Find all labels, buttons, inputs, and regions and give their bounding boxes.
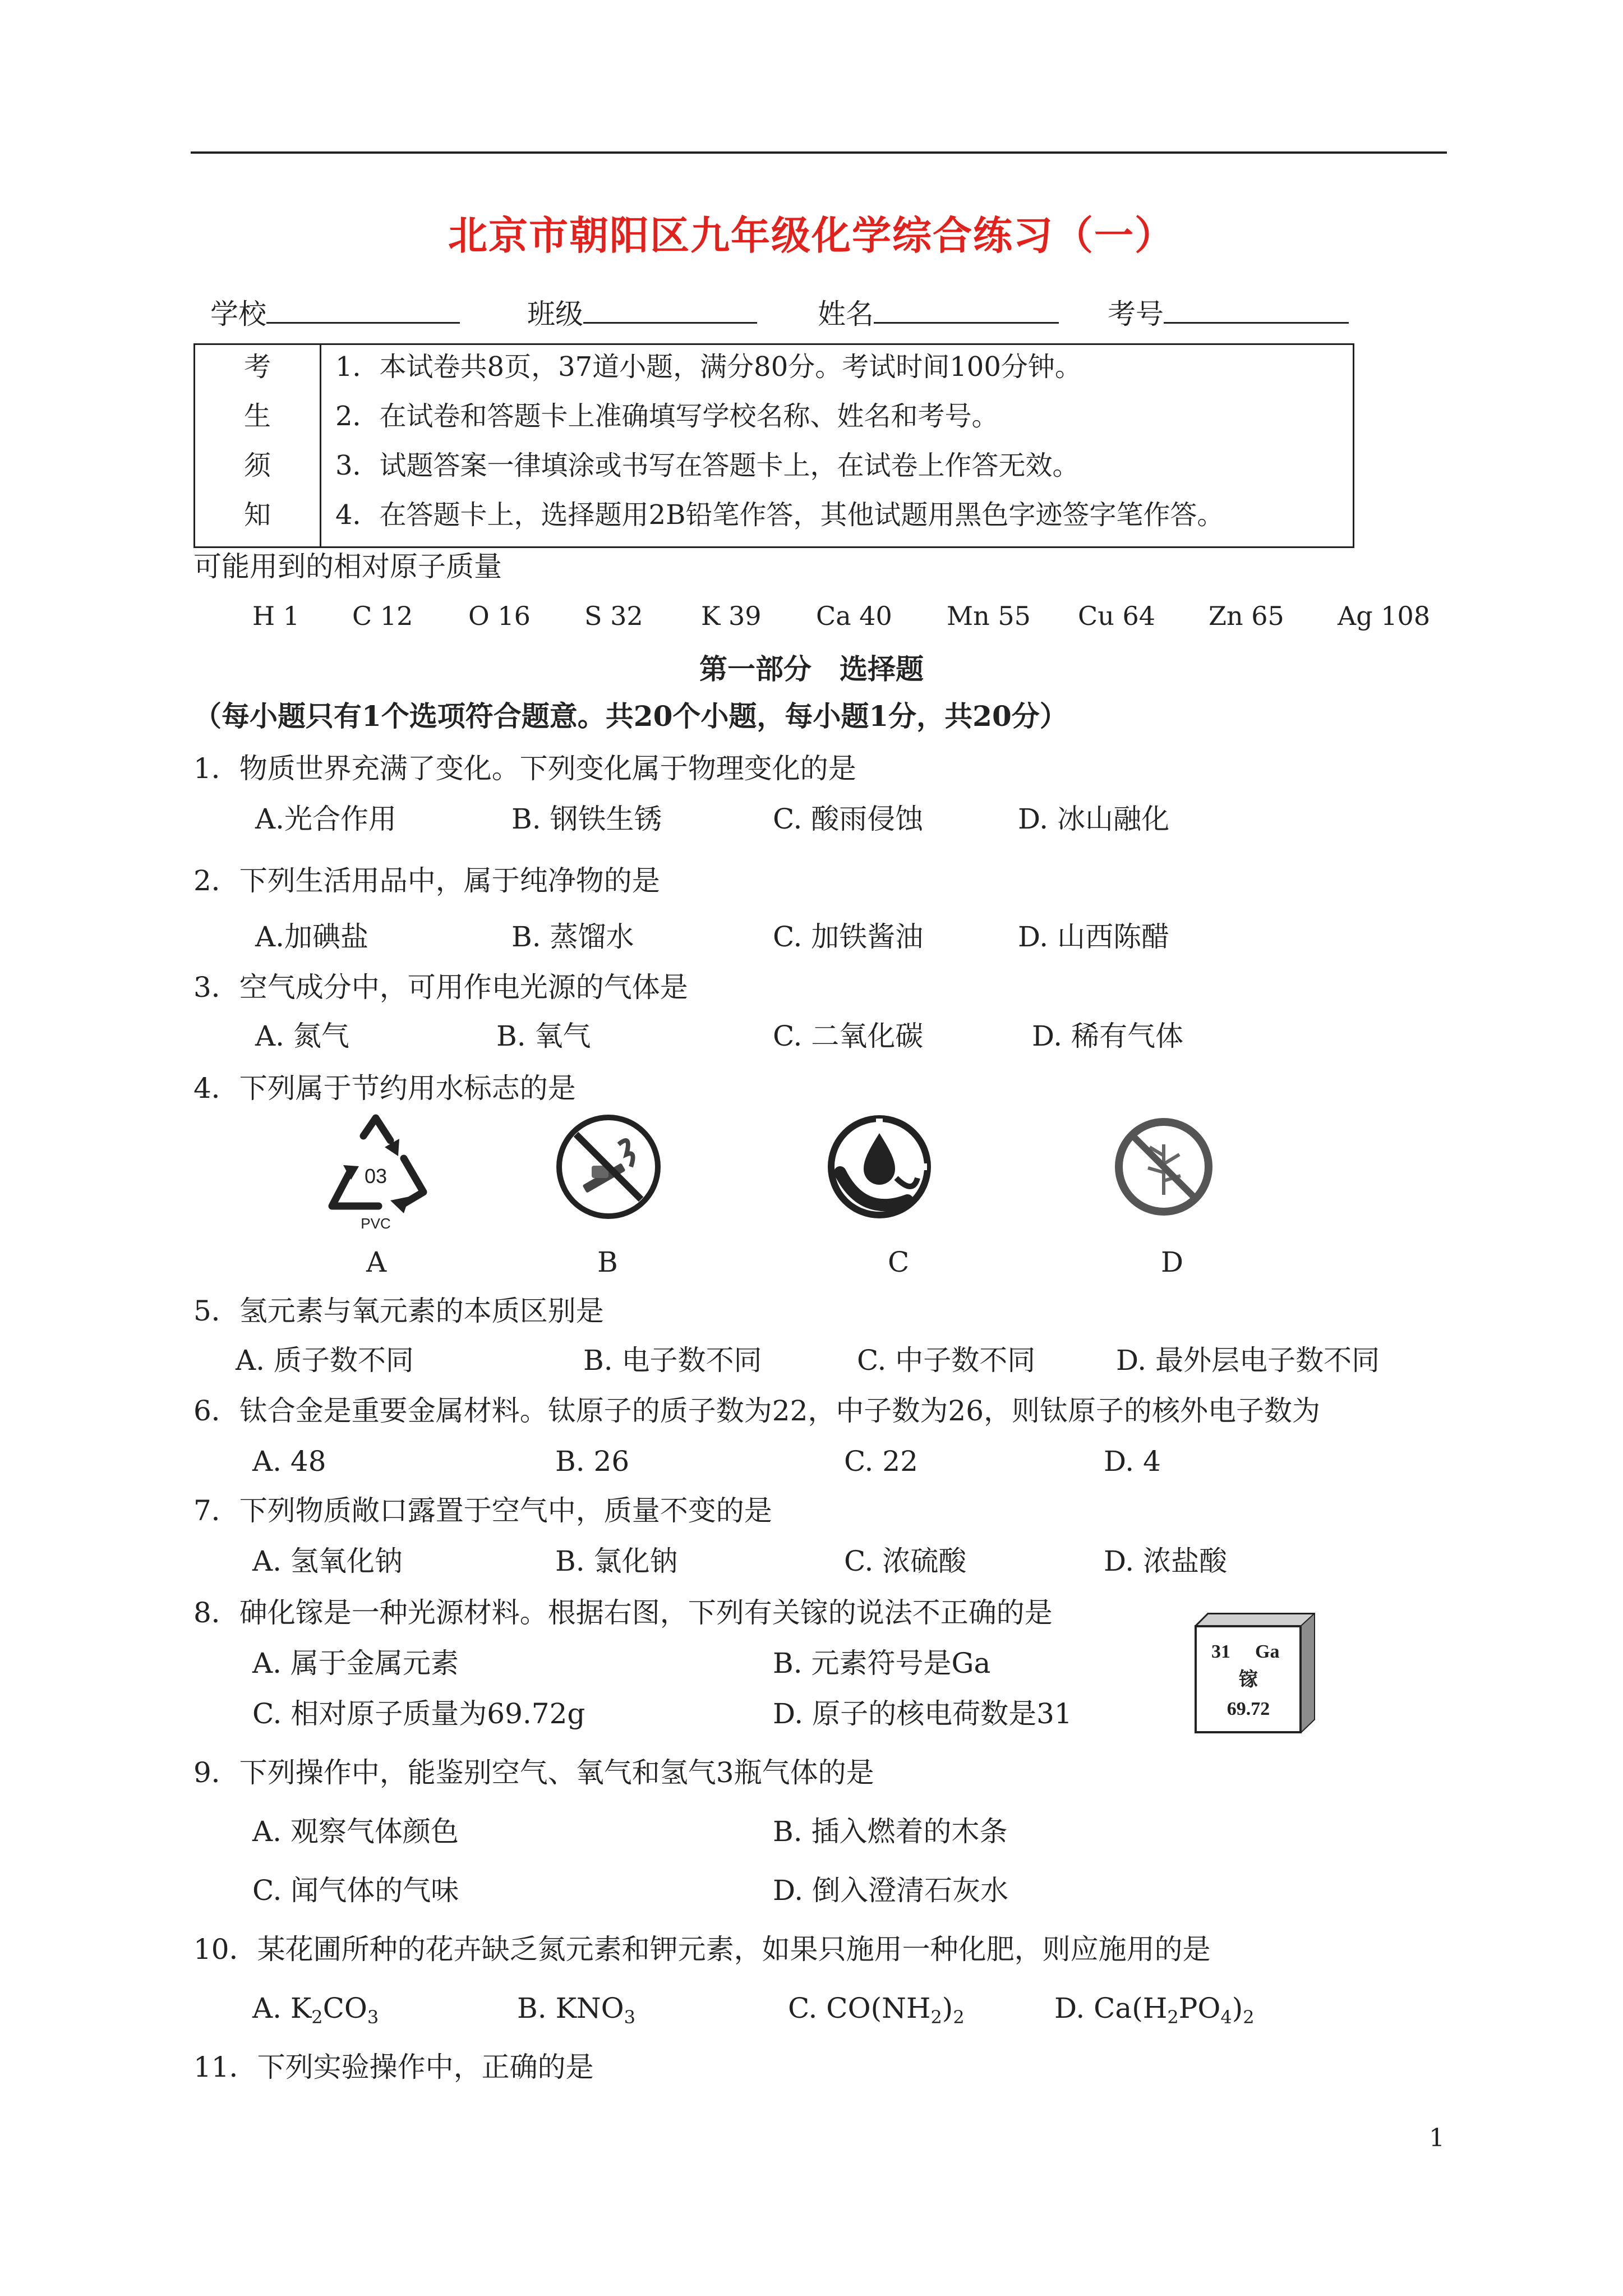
school-field[interactable]	[210, 297, 460, 328]
atomic-mass-title: 可能用到的相对原子质量	[193, 550, 502, 583]
notice-item: 2．在试卷和答题卡上准确填写学校名称、姓名和考号。	[335, 401, 999, 432]
option-c[interactable]: C. 二氧化碳	[773, 1020, 924, 1052]
atomic-mass-item: O 16	[468, 601, 531, 631]
option-b[interactable]: B. 插入燃着的木条	[773, 1815, 1008, 1848]
option-a[interactable]: A. 属于金属元素	[252, 1647, 459, 1680]
option-d[interactable]: D. $Ca(H_2PO_4)_2$	[1054, 1992, 1255, 2028]
option-b[interactable]: B. 氧气	[496, 1020, 591, 1052]
atomic-mass-item: Zn 65	[1209, 601, 1284, 631]
option-d[interactable]: D. 原子的核电荷数是31	[773, 1697, 1072, 1730]
icon-label-c[interactable]: C	[888, 1246, 910, 1278]
question-stem: 5．氢元素与氧元素的本质区别是	[193, 1295, 604, 1327]
ga-symbol: Ga	[1255, 1641, 1280, 1662]
ga-number: 31	[1211, 1641, 1230, 1662]
question-stem: 11．下列实验操作中，正确的是	[193, 2051, 594, 2083]
name-field[interactable]	[818, 297, 1059, 328]
option-d[interactable]: D. 最外层电子数不同	[1116, 1344, 1380, 1377]
water-saving-icon[interactable]	[823, 1111, 935, 1223]
notice-head-char: 生	[243, 401, 271, 432]
question-stem: 7．下列物质敞口露置于空气中，质量不变的是	[193, 1494, 772, 1527]
icon-label-a[interactable]: A	[366, 1246, 387, 1278]
notice-head-char: 知	[243, 499, 271, 531]
notice-head-char: 须	[243, 450, 271, 481]
page-number: 1	[1429, 2124, 1445, 2152]
notice-head-char: 考	[243, 351, 271, 383]
option-c[interactable]: C. 22	[844, 1445, 918, 1478]
notice-divider	[320, 345, 321, 546]
option-c[interactable]: C. 酸雨侵蚀	[773, 803, 924, 835]
question-stem: 10．某花圃所种的花卉缺乏氮元素和钾元素，如果只施用一种化肥，则应施用的是	[193, 1933, 1211, 1966]
question-stem: 8．砷化镓是一种光源材料。根据右图，下列有关镓的说法不正确的是	[193, 1596, 1053, 1629]
recycle-pvc-icon[interactable]	[320, 1114, 432, 1234]
exam-number-label: 考号	[1108, 298, 1164, 330]
atomic-mass-item: K 39	[701, 601, 762, 631]
notice-item: 1．本试卷共8页，37道小题，满分80分。考试时间100分钟。	[335, 351, 1082, 383]
icon-label-d[interactable]: D	[1161, 1246, 1184, 1278]
no-picking-flowers-icon[interactable]	[1113, 1116, 1214, 1217]
option-d[interactable]: D. 山西陈醋	[1018, 921, 1170, 953]
atomic-mass-item: C 12	[352, 601, 413, 631]
option-a[interactable]: A. $K_2CO_3$	[252, 1992, 379, 2028]
option-c[interactable]: C. $CO(NH_2)_2$	[788, 1992, 965, 2028]
ga-name: 镓	[1239, 1668, 1258, 1691]
option-c[interactable]: C. 闻气体的气味	[252, 1874, 459, 1907]
school-label: 学校	[210, 298, 266, 330]
exam-number-field[interactable]	[1108, 297, 1349, 328]
school-blank[interactable]	[266, 297, 460, 324]
option-b[interactable]: B. 氯化钠	[555, 1545, 678, 1577]
option-c[interactable]: C. 加铁酱油	[773, 921, 924, 953]
question-stem: 3．空气成分中，可用作电光源的气体是	[193, 971, 688, 1004]
atomic-mass-item: Ca 40	[816, 601, 892, 631]
exam-number-blank[interactable]	[1164, 297, 1349, 324]
atomic-mass-item: S 32	[584, 601, 643, 631]
class-field[interactable]	[527, 297, 757, 328]
option-a[interactable]: A.光合作用	[255, 803, 397, 835]
option-b[interactable]: B. 钢铁生锈	[511, 803, 662, 835]
class-label: 班级	[527, 298, 583, 330]
recycle-code: 03	[364, 1165, 388, 1188]
option-a[interactable]: A. 观察气体颜色	[252, 1815, 459, 1848]
option-a[interactable]: A. 氢氧化钠	[252, 1545, 403, 1577]
option-d[interactable]: D. 冰山融化	[1018, 803, 1170, 835]
part-note: （每小题只有1个选项符合题意。共20个小题，每小题1分，共20分）	[193, 700, 1068, 733]
option-d[interactable]: D. 4	[1104, 1445, 1161, 1478]
option-b[interactable]: B. 电子数不同	[583, 1344, 762, 1377]
option-d[interactable]: D. 倒入澄清石灰水	[773, 1874, 1009, 1907]
gallium-element-card	[1195, 1613, 1315, 1733]
option-c[interactable]: C. 浓硫酸	[844, 1545, 967, 1577]
recycle-name: PVC	[361, 1215, 391, 1232]
question-stem: 2．下列生活用品中，属于纯净物的是	[193, 864, 660, 897]
option-c[interactable]: C. 相对原子质量为69.72g	[252, 1697, 585, 1730]
option-d[interactable]: D. 浓盐酸	[1104, 1545, 1228, 1577]
atomic-mass-item: Ag 108	[1338, 601, 1431, 631]
option-b[interactable]: B. $KNO_3$	[517, 1992, 636, 2028]
atomic-mass-item: Cu 64	[1078, 601, 1155, 631]
question-stem: 6．钛合金是重要金属材料。钛原子的质子数为22，中子数为26，则钛原子的核外电子数为	[193, 1395, 1321, 1427]
atomic-mass-item: Mn 55	[947, 601, 1031, 631]
option-b[interactable]: B. 元素符号是Ga	[773, 1647, 991, 1680]
notice-item: 4．在答题卡上，选择题用2B铅笔作答，其他试题用黑色字迹签字笔作答。	[335, 499, 1224, 531]
question-stem: 4．下列属于节约用水标志的是	[193, 1072, 576, 1105]
exam-notice-table	[193, 343, 1354, 548]
header-rule	[191, 151, 1447, 154]
icon-label-b[interactable]: B	[597, 1246, 618, 1278]
ga-mass: 69.72	[1227, 1699, 1270, 1719]
option-a[interactable]: A. 质子数不同	[236, 1344, 414, 1377]
option-b[interactable]: B. 26	[555, 1445, 630, 1478]
page-title: 北京市朝阳区九年级化学综合练习（一）	[448, 212, 1175, 259]
option-c[interactable]: C. 中子数不同	[857, 1344, 1036, 1377]
notice-item: 3．试题答案一律填涂或书写在答题卡上，在试卷上作答无效。	[335, 450, 1080, 481]
option-b[interactable]: B. 蒸馏水	[511, 921, 634, 953]
name-label: 姓名	[818, 298, 874, 330]
option-d[interactable]: D. 稀有气体	[1032, 1020, 1184, 1052]
no-smoking-icon[interactable]	[552, 1111, 665, 1223]
name-blank[interactable]	[874, 297, 1059, 324]
part-title: 第一部分 选择题	[699, 652, 924, 685]
option-a[interactable]: A. 氮气	[255, 1020, 349, 1052]
question-stem: 1．物质世界充满了变化。下列变化属于物理变化的是	[193, 752, 856, 785]
atomic-mass-item: H 1	[252, 601, 300, 631]
class-blank[interactable]	[583, 297, 757, 324]
option-a[interactable]: A. 48	[252, 1445, 326, 1478]
question-stem: 9．下列操作中，能鉴别空气、氧气和氢气3瓶气体的是	[193, 1756, 874, 1789]
option-a[interactable]: A.加碘盐	[255, 921, 369, 953]
